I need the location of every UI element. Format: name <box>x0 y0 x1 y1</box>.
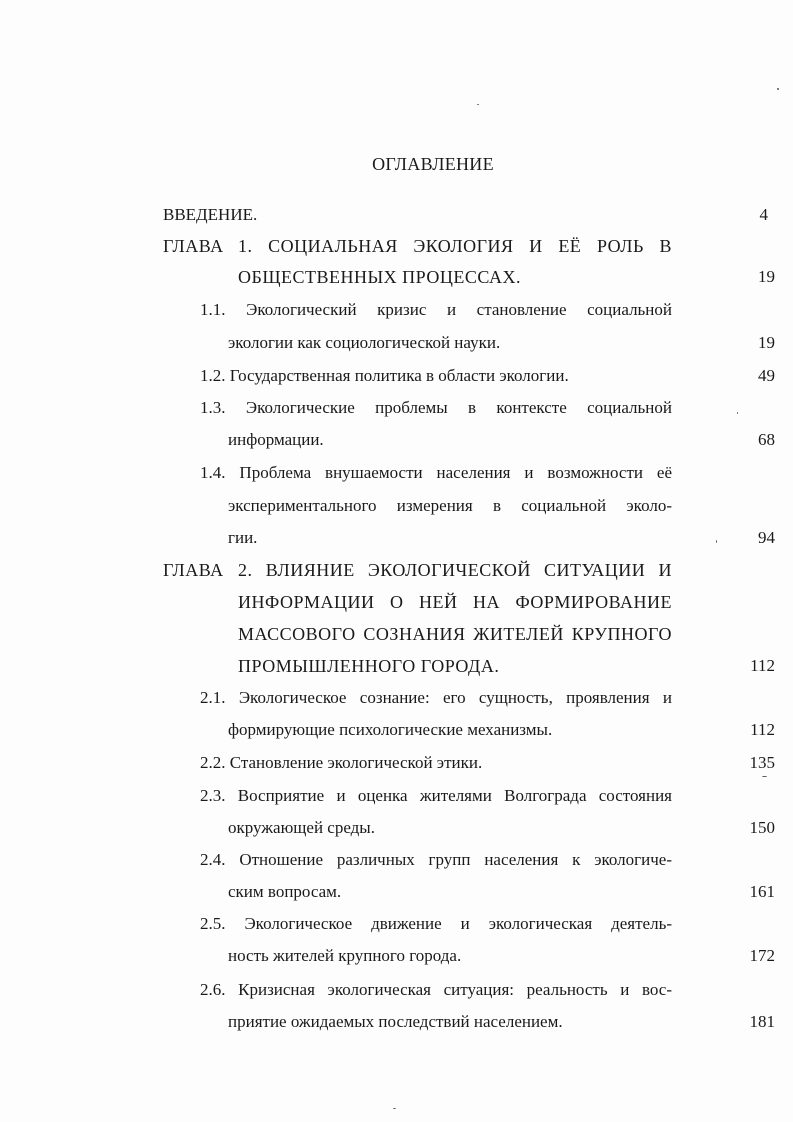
scan-speck <box>737 412 738 414</box>
chapter1-title-line1: 1. СОЦИАЛЬНАЯ ЭКОЛОГИЯ И ЕЁ РОЛЬ В <box>238 236 672 256</box>
section-2-3-line1: 2.3. Восприятие и оценка жителями Волгограда состояния <box>200 786 672 805</box>
scan-speck <box>777 88 779 90</box>
section-1-4-line2: экспериментального измерения в социальной эколо- <box>228 496 672 515</box>
section-1-4-line3: гии. <box>228 528 258 547</box>
section-1-1-line1: 1.1. Экологический кризис и становление социальной <box>200 300 672 319</box>
section-1-3-line1: 1.3. Экологические проблемы в контексте социальной <box>200 398 672 417</box>
scan-speck <box>716 540 717 543</box>
section-1-2-page: 49 <box>758 366 775 385</box>
scan-speck <box>393 1108 396 1109</box>
section-2-6-line2: приятие ожидаемых последствий населением. <box>228 1012 563 1031</box>
section-2-4-line1: 2.4. Отношение различных групп населения к экологиче- <box>200 850 672 869</box>
chapter1-title-line2: ОБЩЕСТВЕННЫХ ПРОЦЕССАХ. <box>238 267 522 287</box>
section-2-5-line1: 2.5. Экологическое движение и экологическая деятель- <box>200 914 672 933</box>
section-2-2-line1: 2.2. Становление экологической этики. <box>200 753 483 772</box>
section-2-6-page: 181 <box>749 1012 775 1031</box>
section-1-1-page: 19 <box>758 333 775 352</box>
section-1-3-page: 68 <box>758 430 775 449</box>
scan-speck <box>762 776 767 777</box>
section-2-6-line1: 2.6. Кризисная экологическая ситуация: реальность и вос- <box>200 980 672 999</box>
section-1-1-line2: экологии как социологической науки. <box>228 333 501 352</box>
chapter2-title-line4: ПРОМЫШЛЕННОГО ГОРОДА. <box>238 656 500 676</box>
chapter2-title-line1: 2. ВЛИЯНИЕ ЭКОЛОГИЧЕСКОЙ СИТУАЦИИ И <box>238 560 672 580</box>
section-2-5-line2: ность жителей крупного города. <box>228 946 462 965</box>
section-1-4-line1: 1.4. Проблема внушаемости населения и возможности её <box>200 463 672 482</box>
intro-label: ВВЕДЕНИЕ. <box>163 205 258 224</box>
section-2-2-page: 135 <box>749 753 775 772</box>
section-2-3-line2: окружающей среды. <box>228 818 375 837</box>
section-1-2-line1: 1.2. Государственная политика в области экологии. <box>200 366 569 385</box>
section-2-3-page: 150 <box>749 818 775 837</box>
section-1-3-line2: информации. <box>228 430 324 449</box>
section-2-1-line2: формирующие психологические механизмы. <box>228 720 553 739</box>
chapter2-title-line3: МАССОВОГО СОЗНАНИЯ ЖИТЕЛЕЙ КРУПНОГО <box>238 624 672 644</box>
intro-page: 4 <box>759 205 768 224</box>
chapter1-prefix: ГЛАВА <box>163 236 224 256</box>
section-2-1-page: 112 <box>750 720 775 739</box>
section-1-4-page: 94 <box>758 528 775 547</box>
scan-speck <box>477 104 479 105</box>
toc-title: ОГЛАВЛЕНИЕ <box>372 154 494 174</box>
chapter2-prefix: ГЛАВА <box>163 560 224 580</box>
section-2-1-line1: 2.1. Экологическое сознание: его сущность, проявления и <box>200 688 672 707</box>
chapter2-title-line2: ИНФОРМАЦИИ О НЕЙ НА ФОРМИРОВАНИЕ <box>238 592 672 612</box>
chapter1-page: 19 <box>758 267 775 286</box>
chapter2-page: 112 <box>750 656 775 675</box>
section-2-5-page: 172 <box>749 946 775 965</box>
section-2-4-page: 161 <box>749 882 775 901</box>
section-2-4-line2: ским вопросам. <box>228 882 342 901</box>
